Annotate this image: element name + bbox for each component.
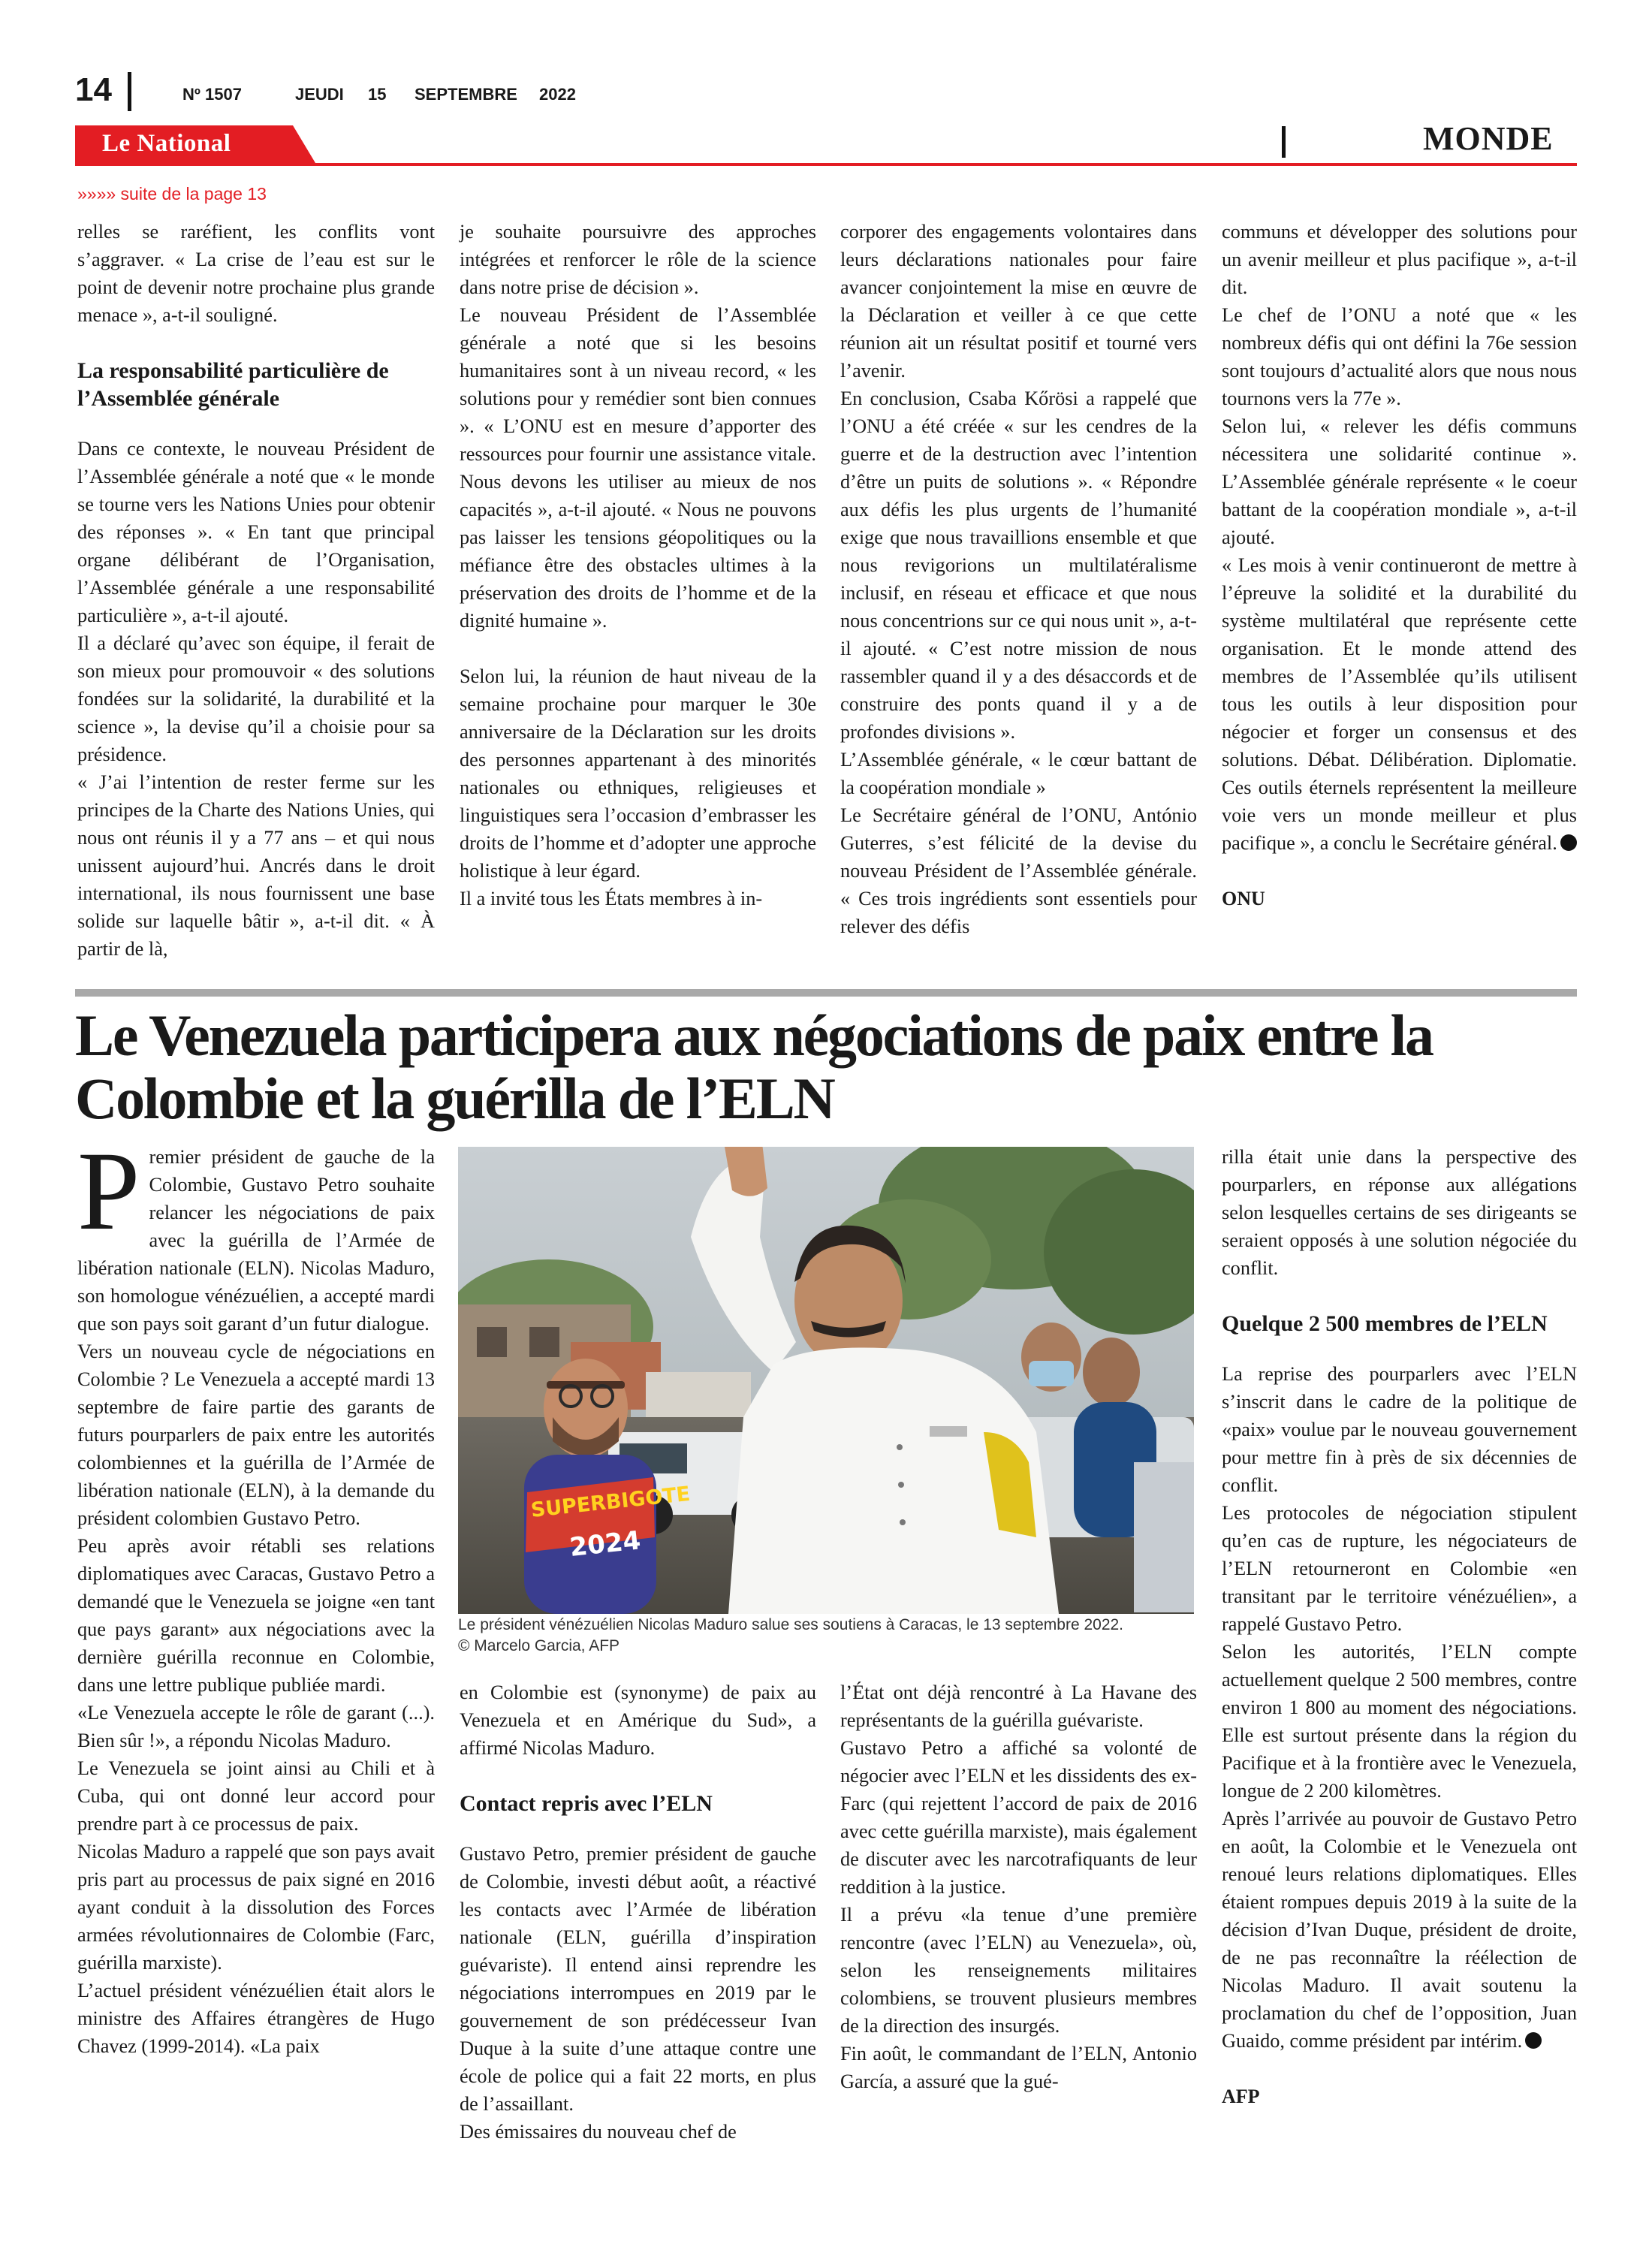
ven-subheading: Quelque 2 500 membres de l’ELN xyxy=(1222,1311,1548,1336)
ven-column-2 xyxy=(460,1678,816,2146)
onu-paragraph: Il a invité tous les États membres à in- xyxy=(460,888,763,909)
ven-paragraph: Il a prévu «la tenue d’une première rencontre (avec l’ELN) au Venezuela», où, selon les renseignements militaires colombiens, se trouvent plusieurs membres de la direction des insurgés. xyxy=(840,1904,1197,2037)
ven-paragraph xyxy=(1222,1805,1577,2055)
ven-column-4 xyxy=(1222,1143,1577,2110)
ven-paragraph: Des émissaires du nouveau chef de xyxy=(460,2121,737,2143)
onu-paragraph-text: « Les mois à venir continueront de mettre à l’épreuve la solidité et la durabilité du système multilatéral que représente cette organisation. Et le monde attend des membres de l’Assemblée qu’ils utilisent tous les outils à leur disposition pour négocier et forger un consensus et des solutions. Débat. Délibération. Diplomatie. Ces outils éternels représentent la meilleure voie vers un monde meilleur et plus pacifique », a conclu le Secrétaire général. xyxy=(1222,554,1577,854)
photo-caption xyxy=(458,1615,1201,1657)
ven-paragraph: Gustavo Petro, premier président de gauche de Colombie, investi début août, a réactivé les contacts avec l’Armée de libération nationale (ELN, guérilla d’inspiration guévariste). Il entend ainsi reprendre les négociations interrompues en 2019 par le gouvernement de son prédécesseur Ivan Duque à la suite d’une attaque contre une école de police qui a fait 22 morts, en plus de l’assaillant. xyxy=(460,1843,816,2115)
onu-paragraph: corporer des engagements volontaires dans leurs déclarations nationales pour faire avancer conjointement la mise en œuvre de la Déclaration et veiller à ce que cette réunion ait un résultat positif et tourné vers l’avenir. xyxy=(840,221,1197,382)
ven-lead-paragraph xyxy=(77,1129,435,1338)
onu-paragraph: L’Assemblée générale, « le cœur battant de la coopération mondiale » xyxy=(840,749,1197,798)
onu-paragraph: « J’ai l’intention de rester ferme sur les principes de la Charte des Nations Unies, qui nous ont réunis il y a 77 ans – et qui nous unissent aujourd’hui. Ancrés dans le droit international, ils nous fournissent une base solide sur laquelle bâtir », a-t-il dit. « À partir de là, xyxy=(77,771,435,960)
photo-illustration xyxy=(458,1147,1194,1614)
ven-column-3 xyxy=(840,1678,1197,2095)
issue-date-number: 15 xyxy=(368,85,387,104)
section-divider xyxy=(1282,126,1286,158)
ven-paragraph-text: Après l’arrivée au pouvoir de Gustavo Petro en août, la Colombie et le Venezuela ont renoué leurs relations diplomatiques. Elles étaient rompues depuis 2019 à la suite de la décision d’Ivan Duque, président de droite, de ne pas reconnaître la réélection de Nicolas Maduro. Il avait soutenu la proclamation du chef de l’opposition, Juan Guaido, comme président par intérim. xyxy=(1222,1808,1577,2052)
onu-paragraph: Dans ce contexte, le nouveau Président de l’Assemblée générale a noté que « le monde se tourne vers les Nations Unies pour obtenir des réponses ». « En tant que principal organe délibérant de l’Organisation, l’Assemblée générale a une responsabilité particulière », a-t-il ajouté. xyxy=(77,438,435,626)
masthead-rule xyxy=(75,163,1577,166)
ven-paragraph: L’actuel président vénézuélien était alors le ministre des Affaires étrangères de Hugo Chavez (1999-2014). «La paix xyxy=(77,1980,435,2057)
shirt-lettering: SUPERBIGOTE xyxy=(529,1482,692,1522)
ven-paragraph: Les protocoles de négociation stipulent qu’en cas de rupture, les négociateurs de l’ELN retourneront en Colombie «en transitant par le territoire vénézuélien», a rappelé Gustavo Petro. xyxy=(1222,1502,1577,1635)
onu-paragraph xyxy=(1222,551,1577,857)
onu-paragraph: Selon lui, « relever les défis communs nécessitera une solidarité continue ». L’Assemblée générale représente « le coeur battant de la coopération mondiale », a-t-il ajouté. xyxy=(1222,415,1577,548)
section-name: MONDE xyxy=(1423,120,1554,157)
end-of-article-mark xyxy=(1560,834,1577,851)
masthead-band xyxy=(75,125,1577,170)
ven-subheading: Contact repris avec l’ELN xyxy=(460,1791,713,1816)
issue-number: Nº 1507 xyxy=(182,85,242,104)
onu-paragraph: Il a déclaré qu’avec son équipe, il ferait de son mieux pour promouvoir « des solutions fondées sur la solidarité, la durabilité et la science », la devise qu’il a choisie pour sa présidence. xyxy=(77,632,435,765)
ven-paragraph: Nicolas Maduro a rappelé que son pays avait pris part au processus de paix signé en 2016 ayant conduit à la dissolution des Forces armées révolutionnaires de Colombie (Farc, guérilla marxiste). xyxy=(77,1841,435,1974)
ven-paragraph: Le Venezuela se joint ainsi au Chili et à Cuba, qui ont donné leur accord pour prendre part à ce processus de paix. xyxy=(77,1757,435,1835)
news-photo xyxy=(458,1147,1194,1614)
onu-column-1 xyxy=(77,218,435,963)
ven-paragraph: Selon les autorités, l’ELN compte actuellement quelque 2 500 membres, contre environ 1 800 au moment des négociations. Elle est surtout présente dans la région du Pacifique et à la frontière avec le Venezuela, longue de 2 200 kilomètres. xyxy=(1222,1641,1577,1802)
onu-paragraph: Le nouveau Président de l’Assemblée générale a noté que si les besoins humanitaires sont à un niveau record, « les solutions pour y remédier sont bien connues ». « L’ONU est en mesure d’apporter des ressources pour fournir une assistance vitale. Nous devons les utiliser au mieux de nos capacités », a-t-il ajouté. « Nous ne pouvons pas laisser les tensions géopolitiques ou la méfiance être des obstacles ultimes à la préservation des droits de l’homme et de la dignité humaine ». xyxy=(460,304,816,632)
article-separator xyxy=(75,989,1577,997)
onu-paragraph: je souhaite poursuivre des approches intégrées et renforcer le rôle de la science dans notre prise de décision ». xyxy=(460,221,816,298)
issue-year: 2022 xyxy=(539,85,576,104)
ven-paragraph: Gustavo Petro a affiché sa volonté de négocier avec l’ELN et les dissidents des ex-Farc (qui rejettent l’accord de paix de 2016 avec cette guérilla marxiste), mais également de discuter avec les narcotrafiquants de leur reddition à la justice. xyxy=(840,1737,1197,1898)
onu-paragraph: Le Secrétaire général de l’ONU, António Guterres, s’est félicité de la devise du nouveau Président de l’Assemblée générale. « Ces trois ingrédients sont essentiels pour relever des défis xyxy=(840,804,1197,937)
photo-credit: © Marcelo Garcia, AFP xyxy=(458,1637,620,1654)
ven-paragraph: en Colombie est (synonyme) de paix au Venezuela et en Amérique du Sud», a affirmé Nicolas Maduro. xyxy=(460,1681,816,1759)
ven-paragraph: Fin août, le commandant de l’ELN, Antonio García, a assuré que la gué- xyxy=(840,2043,1197,2092)
onu-paragraph: En conclusion, Csaba Kőrösi a rappelé que l’ONU a été créée « sur les cendres de la guerre et de la destruction avec l’intention d’être un puits de solutions ». « Répondre aux défis les plus urgents de l’humanité exige que nous travaillions ensemble et que nous revigorions un multilatéralisme inclusif, en réseau et efficace et que nous nous concentrions sur ce qui nous unit », a-t-il ajouté. « C’est notre mission de nous rassembler quand il y a des désaccords et de construire des ponts quand il y a de profondes divisions ». xyxy=(840,388,1197,743)
issue-month: SEPTEMBRE xyxy=(415,85,517,104)
article-headline: Le Venezuela participera aux négociations de paix entre la Colombie et la guérilla de l’ELN xyxy=(75,1003,1433,1131)
onu-signature: ONU xyxy=(1222,888,1265,909)
onu-column-4 xyxy=(1222,218,1577,912)
ven-paragraph: «Le Venezuela accepte le rôle de garant (...). Bien sûr !», a répondu Nicolas Maduro. xyxy=(77,1702,435,1751)
ven-signature: AFP xyxy=(1222,2086,1260,2107)
onu-paragraph: communs et développer des solutions pour un avenir meilleur et plus pacifique », a-t-il dit. xyxy=(1222,221,1577,298)
drop-cap: P xyxy=(77,1129,140,1253)
ven-paragraph: La reprise des pourparlers avec l’ELN s’inscrit dans le cadre de la politique de «paix» voulue par le nouveau gouvernement pour mettre fin à près de six décennies de conflit. xyxy=(1222,1363,1577,1496)
onu-column-3 xyxy=(840,218,1197,940)
page-number-divider xyxy=(128,72,131,111)
onu-subheading: La responsabilité particulière de l’Assemblée générale xyxy=(77,358,389,411)
ven-paragraph: Vers un nouveau cycle de négociations en Colombie ? Le Venezuela a accepté mardi 13 septembre de faire partie des garants de futurs pourparlers de paix entre les autorités colombiennes et la guérilla de l’Armée de libération nationale (ELN), à la demande du président colombien Gustavo Petro. xyxy=(77,1341,435,1529)
issue-day: JEUDI xyxy=(295,85,344,104)
page-number: 14 xyxy=(75,71,112,108)
onu-paragraph: relles se raréfient, les conflits vont s’aggraver. « La crise de l’eau est sur le point de devenir notre prochaine plus grande menace », a-t-il souligné. xyxy=(77,221,435,326)
shirt-year: 2024 xyxy=(568,1525,643,1563)
brand-name: Le National xyxy=(102,130,231,157)
end-of-article-mark xyxy=(1525,2032,1542,2049)
ven-paragraph: rilla était unie dans la perspective des pourparlers, en réponse aux allégations selon lesquelles certains de ses dirigeants se seraient opposés à une solution négociée du conflit. xyxy=(1222,1146,1577,1279)
ven-paragraph: l’État ont déjà rencontré à La Havane des représentants de la guérilla guévariste. xyxy=(840,1681,1197,1731)
ven-lead-text: remier président de gauche de la Colombie, Gustavo Petro souhaite relancer les négociations de paix avec la guérilla de l’Armée de libération nationale (ELN). Nicolas Maduro, son homologue vénézuélien, a accepté mardi que son pays soit garant d’un futur dialogue. xyxy=(77,1146,435,1335)
ven-paragraph: Peu après avoir rétabli ses relations diplomatiques avec Caracas, Gustavo Petro a demandé que le Venezuela se joigne «en tant que pays garant» aux négociations avec la dernière guérilla reconnue en Colombie, dans une lettre publique publiée mardi. xyxy=(77,1535,435,1696)
onu-column-2 xyxy=(460,218,816,912)
onu-paragraph: Selon lui, la réunion de haut niveau de la semaine prochaine pour marquer le 30e anniversaire de la Déclaration sur les droits des personnes appartenant à des minorités nationales ou ethniques, religieuses et linguistiques sera l’occasion d’embrasser les droits de l’homme et d’adopter une approche holistique à leur égard. xyxy=(460,665,816,882)
photo-caption-text: Le président vénézuélien Nicolas Maduro salue ses soutiens à Caracas, le 13 septembre 2022. xyxy=(458,1616,1124,1633)
continued-from: »»»» suite de la page 13 xyxy=(77,184,267,204)
ven-column-1 xyxy=(77,1129,435,2060)
onu-paragraph: Le chef de l’ONU a noté que « les nombreux défis qui ont défini la 76e session sont toujours d’actualité alors que nous nous tournons vers la 77e ». xyxy=(1222,304,1577,409)
